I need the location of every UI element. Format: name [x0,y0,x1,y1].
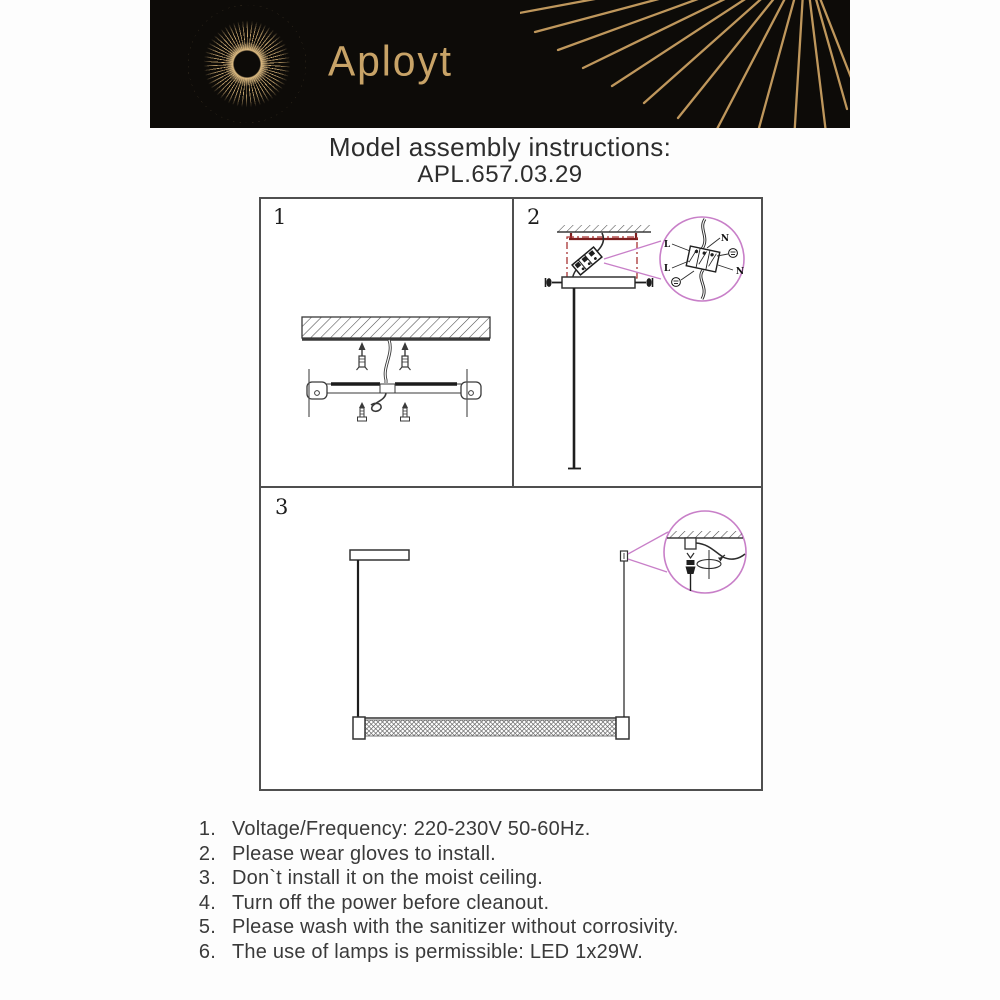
corner-rays-decoration [520,0,850,128]
canopy [350,550,409,560]
item-number: 6. [198,940,216,963]
item-text: Don`t install it on the moist ceiling. [232,867,544,890]
label-neutral-mid: N [735,267,745,277]
item-text: Turn off the power before cleanout. [232,891,550,914]
power-wire [371,340,390,411]
ground-symbol [672,278,681,287]
step-2-number: 2 [527,205,541,229]
item-text: Voltage/Frequency: 220-230V 50-60Hz. [232,818,591,840]
list-item [190,817,830,842]
label-live-mid: L [663,264,671,274]
wall-anchors [357,342,411,370]
list-item [190,940,830,965]
brand-banner [150,0,850,128]
brand-name: Aployt [328,37,453,86]
ceiling-fitting [621,551,628,561]
ground-symbol [729,249,738,258]
lamp-bar [353,717,629,739]
terminal-block [572,247,602,275]
page-title: Model assembly instructions: [328,132,672,162]
magnifier-pointer [628,532,668,572]
label-neutral-top: N [720,234,730,244]
list-item [190,866,830,891]
sunburst-logo-icon [188,5,306,123]
step-2-drawing [514,199,761,486]
item-number: 5. [198,916,216,939]
wiring-magnifier-circle [660,217,744,301]
suspension-rod [568,288,581,469]
item-text: Please wear gloves to install. [232,842,496,865]
cable-grip-magnifier-circle [664,511,746,593]
canopy [562,277,635,288]
step-1-number: 1 [273,205,287,229]
list-item [190,842,830,867]
list-item [190,915,830,940]
ceiling-line [557,225,651,232]
step-1-drawing [261,199,512,486]
instruction-list [190,817,830,965]
mounting-bracket [307,382,481,399]
item-number: 1. [198,818,216,840]
item-number: 4. [198,891,216,914]
item-text: Please wash with the sanitizer without corrosivity. [232,916,679,939]
bracket-screws [358,402,410,421]
list-item [190,891,830,916]
model-number: APL.657.03.29 [417,161,583,188]
step-3-number: 3 [275,495,289,519]
item-text: The use of lamps is permissible: LED 1x29W. [232,940,643,963]
step-3-drawing [261,488,761,787]
magnifier-pointer [604,241,661,279]
item-number: 3. [198,867,216,890]
item-number: 2. [198,842,216,865]
ceiling-slab [302,317,490,340]
assembly-diagram [259,197,763,791]
label-live-top: L [663,240,671,250]
